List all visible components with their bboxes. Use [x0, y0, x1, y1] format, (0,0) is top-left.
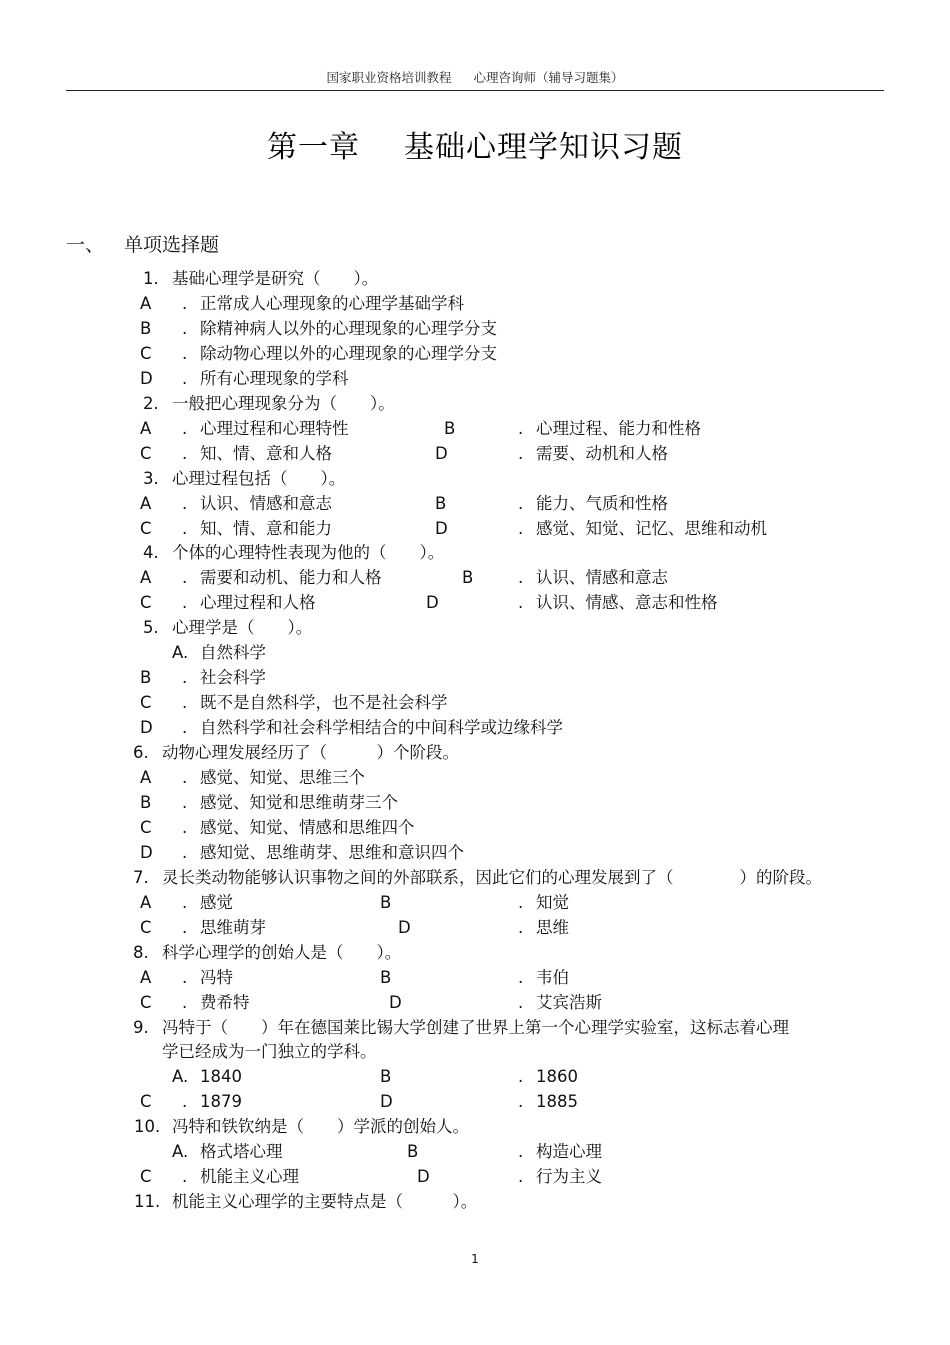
option-letter: A. — [172, 1067, 189, 1087]
option-letter: B — [407, 1142, 419, 1162]
option-text: 思维 — [536, 917, 569, 937]
option-text: 1840 — [200, 1067, 242, 1087]
option-text: 所有心理现象的学科 — [200, 368, 349, 388]
option-row — [0, 1164, 950, 1189]
question-number: 3. — [143, 468, 159, 488]
option-dot: . — [182, 568, 188, 588]
option-text: 感知觉、思维萌芽、思维和意识四个 — [200, 842, 464, 862]
option-text: 1885 — [536, 1092, 578, 1112]
option-dot: . — [182, 967, 188, 987]
option-text: 认识、情感和意志 — [200, 493, 332, 513]
option-letter: C — [140, 693, 152, 713]
option-dot: . — [182, 892, 188, 912]
option-text: 正常成人心理现象的心理学基础学科 — [200, 293, 464, 313]
option-text: 机能主义心理 — [200, 1167, 299, 1187]
option-dot: . — [182, 792, 188, 812]
option-row — [0, 1064, 950, 1089]
option-dot: . — [518, 967, 524, 987]
option-row — [0, 840, 950, 865]
option-dot: . — [518, 518, 524, 538]
option-letter: D — [140, 718, 153, 738]
option-text: 知觉 — [536, 892, 569, 912]
option-dot: . — [518, 1167, 524, 1187]
option-letter: D — [140, 842, 153, 862]
option-text: 知、情、意和人格 — [200, 443, 332, 463]
option-dot: . — [518, 443, 524, 463]
question-text: 个体的心理特性表现为他的（ ）。 — [172, 543, 445, 563]
option-text: 自然科学 — [200, 643, 266, 663]
running-header — [0, 68, 950, 86]
option-row — [0, 516, 950, 541]
option-row — [0, 715, 950, 740]
option-row — [0, 1089, 950, 1114]
question-number: 5. — [143, 618, 159, 638]
option-dot: . — [182, 443, 188, 463]
header-book-series: 国家职业资格培训教程 — [326, 70, 452, 85]
option-letter: C — [140, 817, 152, 837]
option-dot: . — [518, 568, 524, 588]
option-text: 自然科学和社会科学相结合的中间科学或边缘科学 — [200, 718, 563, 738]
question — [0, 615, 950, 640]
option-dot: . — [518, 593, 524, 613]
option-text: 感觉、知觉、思维三个 — [200, 768, 365, 787]
option-row — [0, 366, 950, 391]
option-letter: A — [140, 293, 152, 313]
option-letter: C — [140, 443, 152, 463]
option-text: 除精神病人以外的心理现象的心理学分支 — [200, 318, 497, 338]
option-letter: B — [380, 892, 392, 912]
option-letter: C — [140, 1167, 152, 1187]
question-text: 基础心理学是研究（ ）。 — [172, 269, 379, 288]
option-letter: D — [140, 368, 153, 388]
option-text: 艾宾浩斯 — [536, 992, 602, 1012]
option-dot: . — [182, 718, 188, 738]
question-continuation — [0, 1039, 950, 1064]
option-text: 除动物心理以外的心理现象的心理学分支 — [200, 343, 497, 363]
option-letter: A — [140, 493, 152, 513]
option-letter: A. — [172, 1142, 189, 1162]
question-text: 冯特于（ ）年在德国莱比锡大学创建了世界上第一个心理学实验室，这标志着心理 — [162, 1017, 789, 1037]
option-row — [0, 590, 950, 615]
page-number: 1 — [471, 1252, 479, 1266]
question-text: 机能主义心理学的主要特点是（ ）。 — [172, 1192, 478, 1212]
question-number: 6. — [133, 743, 149, 763]
question-number: 2. — [143, 393, 159, 413]
option-dot: . — [518, 892, 524, 912]
chapter-title — [0, 122, 950, 166]
question — [0, 865, 950, 890]
option-row — [0, 790, 950, 815]
question-text: 动物心理发展经历了（ ）个阶段。 — [162, 743, 459, 763]
question-text: 科学心理学的创始人是（ ）。 — [162, 942, 402, 962]
option-letter: B — [444, 418, 456, 438]
option-row — [0, 665, 950, 690]
header-rule — [66, 90, 884, 91]
question — [0, 391, 950, 416]
option-text: 感觉 — [200, 892, 233, 912]
option-dot: . — [182, 693, 188, 713]
option-row — [0, 765, 950, 790]
option-letter: B — [140, 792, 152, 812]
option-row — [0, 890, 950, 915]
option-text: 认识、情感、意志和性格 — [536, 593, 718, 613]
option-dot: . — [182, 418, 188, 438]
option-text: 感觉、知觉、记忆、思维和动机 — [536, 518, 767, 538]
question — [0, 466, 950, 491]
option-text: 心理过程、能力和性格 — [536, 418, 701, 438]
option-letter: D — [389, 992, 402, 1012]
option-letter: D — [435, 443, 448, 463]
option-text: 心理过程和心理特性 — [200, 418, 349, 438]
option-text: 思维萌芽 — [200, 917, 266, 937]
question-text: 学已经成为一门独立的学科。 — [162, 1042, 377, 1062]
chapter-number: 第一章 — [267, 130, 360, 165]
option-dot: . — [182, 368, 188, 388]
option-dot: . — [182, 917, 188, 937]
option-row — [0, 491, 950, 516]
option-letter: B — [380, 967, 392, 987]
option-text: 感觉、知觉、情感和思维四个 — [200, 817, 415, 837]
option-letter: B — [435, 493, 447, 513]
option-letter: D — [380, 1092, 393, 1112]
section-heading — [66, 230, 219, 257]
option-letter: A — [140, 892, 152, 912]
option-text: 知、情、意和能力 — [200, 518, 332, 538]
option-text: 韦伯 — [536, 967, 569, 987]
question-number: 4. — [143, 543, 159, 563]
option-dot: . — [182, 768, 188, 787]
option-row — [0, 565, 950, 590]
option-text: 1860 — [536, 1067, 578, 1087]
option-letter: D — [435, 518, 448, 538]
question-text: 灵长类动物能够认识事物之间的外部联系，因此它们的心理发展到了（ ）的阶段。 — [162, 867, 822, 887]
question — [0, 540, 950, 565]
option-text: 需要、动机和人格 — [536, 443, 668, 463]
option-dot: . — [182, 1092, 188, 1112]
question-text: 一般把心理现象分为（ ）。 — [172, 393, 395, 413]
option-text: 认识、情感和意志 — [536, 568, 668, 588]
option-letter: A — [140, 568, 152, 588]
option-dot: . — [182, 343, 188, 363]
question-text: 冯特和铁钦纳是（ ）学派的创始人。 — [172, 1117, 469, 1137]
option-text: 行为主义 — [536, 1167, 602, 1187]
option-dot: . — [182, 1167, 188, 1187]
option-text: 格式塔心理 — [200, 1142, 283, 1162]
option-row — [0, 815, 950, 840]
section-number: 一、 — [66, 234, 105, 256]
option-letter: C — [140, 917, 152, 937]
option-text: 冯特 — [200, 967, 233, 987]
option-letter: B — [462, 568, 474, 588]
option-row — [0, 416, 950, 441]
question — [0, 1189, 950, 1214]
option-text: 1879 — [200, 1092, 242, 1112]
question-text: 心理学是（ ）。 — [172, 618, 313, 638]
option-dot: . — [518, 917, 524, 937]
question-number: 1. — [143, 269, 159, 288]
option-letter: B — [140, 668, 152, 688]
option-dot: . — [182, 593, 188, 613]
option-dot: . — [182, 668, 188, 688]
option-dot: . — [518, 1092, 524, 1112]
option-dot: . — [182, 992, 188, 1012]
option-dot: . — [182, 293, 188, 313]
option-text: 感觉、知觉和思维萌芽三个 — [200, 792, 398, 812]
option-letter: C — [140, 343, 152, 363]
option-dot: . — [182, 493, 188, 513]
option-dot: . — [182, 518, 188, 538]
question-number: 7. — [133, 867, 149, 887]
option-text: 既不是自然科学，也不是社会科学 — [200, 693, 448, 713]
option-letter: C — [140, 1092, 152, 1112]
option-letter: B — [140, 318, 152, 338]
question — [0, 1114, 950, 1139]
option-letter: A — [140, 768, 152, 787]
option-text: 社会科学 — [200, 668, 266, 688]
option-row — [0, 915, 950, 940]
option-dot: . — [518, 418, 524, 438]
option-row — [0, 640, 950, 665]
header-book-title: 心理咨询师（辅导习题集） — [473, 70, 624, 85]
option-letter: A. — [172, 643, 189, 663]
option-text: 心理过程和人格 — [200, 593, 316, 613]
option-letter: A — [140, 967, 152, 987]
option-text: 费希特 — [200, 992, 250, 1012]
option-letter: B — [380, 1067, 392, 1087]
option-row — [0, 341, 950, 366]
question-number: 8. — [133, 942, 149, 962]
option-row — [0, 965, 950, 990]
option-row — [0, 291, 950, 316]
option-text: 构造心理 — [536, 1142, 602, 1162]
option-dot: . — [518, 992, 524, 1012]
question-text: 心理过程包括（ ）。 — [172, 468, 346, 488]
question — [0, 266, 950, 291]
option-dot: . — [182, 318, 188, 338]
option-letter: D — [426, 593, 439, 613]
option-dot: . — [518, 1142, 524, 1162]
option-row — [0, 690, 950, 715]
option-letter: D — [417, 1167, 430, 1187]
option-dot: . — [518, 1067, 524, 1087]
option-dot: . — [518, 493, 524, 513]
question-number: 10. — [134, 1117, 161, 1137]
question-number: 9. — [133, 1017, 149, 1037]
option-row — [0, 441, 950, 466]
option-letter: C — [140, 518, 152, 538]
question — [0, 940, 950, 965]
question — [0, 1015, 950, 1040]
option-row — [0, 990, 950, 1015]
option-row — [0, 1139, 950, 1164]
option-letter: D — [398, 917, 411, 937]
option-text: 能力、气质和性格 — [536, 493, 668, 513]
chapter-name: 基础心理学知识习题 — [404, 130, 683, 165]
question-number: 11. — [134, 1192, 161, 1212]
option-row — [0, 316, 950, 341]
option-text: 需要和动机、能力和人格 — [200, 568, 382, 588]
option-letter: C — [140, 593, 152, 613]
section-name: 单项选择题 — [124, 234, 220, 256]
option-dot: . — [182, 817, 188, 837]
option-dot: . — [182, 842, 188, 862]
option-letter: C — [140, 992, 152, 1012]
option-letter: A — [140, 418, 152, 438]
question — [0, 740, 950, 765]
